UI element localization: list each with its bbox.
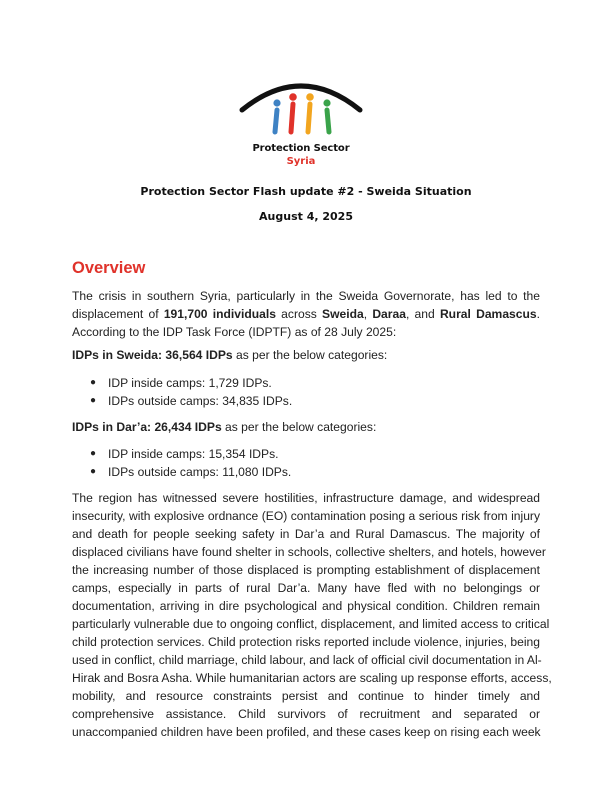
- body-line: child protection services. Child protection risks reported include violence, injuries, being: [72, 635, 540, 649]
- overview-heading: Overview: [72, 259, 146, 277]
- logo-graphic-icon: [236, 80, 366, 142]
- daraa-idp-list: [90, 445, 291, 481]
- body-line: comprehensive assistance. Child survivors of recruitment and separated or: [72, 707, 540, 721]
- body-line: mobility, and resource constraints persist and continue to hinder timely and: [72, 689, 540, 703]
- body-line: used in conflict, child marriage, child labour, and lack of official civil documentation in Al-: [72, 653, 542, 667]
- logo-country-text: Syria: [286, 156, 316, 167]
- list-item: ● IDPs outside camps: 34,835 IDPs.: [90, 394, 293, 408]
- body-line: Hirak and Bosra Asha. While humanitarian actors are scaling up response efforts, access,: [72, 671, 552, 685]
- daraa-idp-heading: IDPs in Dar’a: 26,434 IDPs as per the below categories:: [72, 420, 377, 434]
- body-line: insecurity, with explosive ordnance (EO) contamination posing a serious risk from injury: [72, 509, 540, 523]
- intro-line: The crisis in southern Syria, particularly in the Sweida Governorate, has led to the: [72, 289, 540, 303]
- document-date: August 4, 2025: [259, 210, 353, 223]
- body-line: displaced civilians have found shelter in schools, collective shelters, and hotels, however: [72, 545, 546, 559]
- list-item: ● IDPs outside camps: 11,080 IDPs.: [90, 465, 292, 479]
- protection-sector-logo: [236, 80, 366, 170]
- body-line: camps, especially in parts of rural Dar’a. Many have fled with no belongings or: [72, 581, 540, 595]
- sweida-idp-list: [90, 374, 292, 410]
- list-item: ● IDP inside camps: 15,354 IDPs.: [90, 447, 279, 461]
- situation-paragraph: [72, 489, 552, 741]
- body-line: particularly vulnerable due to ongoing conflict, displacement, and limited access to critical: [72, 617, 550, 631]
- logo-org-text: Protection Sector: [252, 143, 350, 154]
- body-line: and death for people seeking safety in Dar’a and Rural Damascus. The majority of: [72, 527, 540, 541]
- intro-line: According to the IDP Task Force (IDPTF) as of 28 July 2025:: [72, 325, 397, 339]
- body-line: The region has witnessed severe hostilities, infrastructure damage, and widespread: [72, 491, 540, 505]
- body-line: unaccompanied children have been profiled, and these cases keep on rising each week: [72, 725, 541, 739]
- sweida-idp-heading: IDPs in Sweida: 36,564 IDPs as per the below categories:: [72, 348, 388, 362]
- overview-intro-paragraph: [72, 287, 540, 341]
- intro-line: displacement of 191,700 individuals across Sweida, Daraa, and Rural Damascus.: [72, 307, 540, 321]
- list-item: ● IDP inside camps: 1,729 IDPs.: [90, 376, 272, 390]
- body-line: documentation, arriving in dire psychological and physical condition. Children remain: [72, 599, 540, 613]
- body-line: the increasing number of those displaced is prompting establishment of displacement: [72, 563, 540, 577]
- document-title: Protection Sector Flash update #2 - Sweida Situation: [140, 185, 472, 198]
